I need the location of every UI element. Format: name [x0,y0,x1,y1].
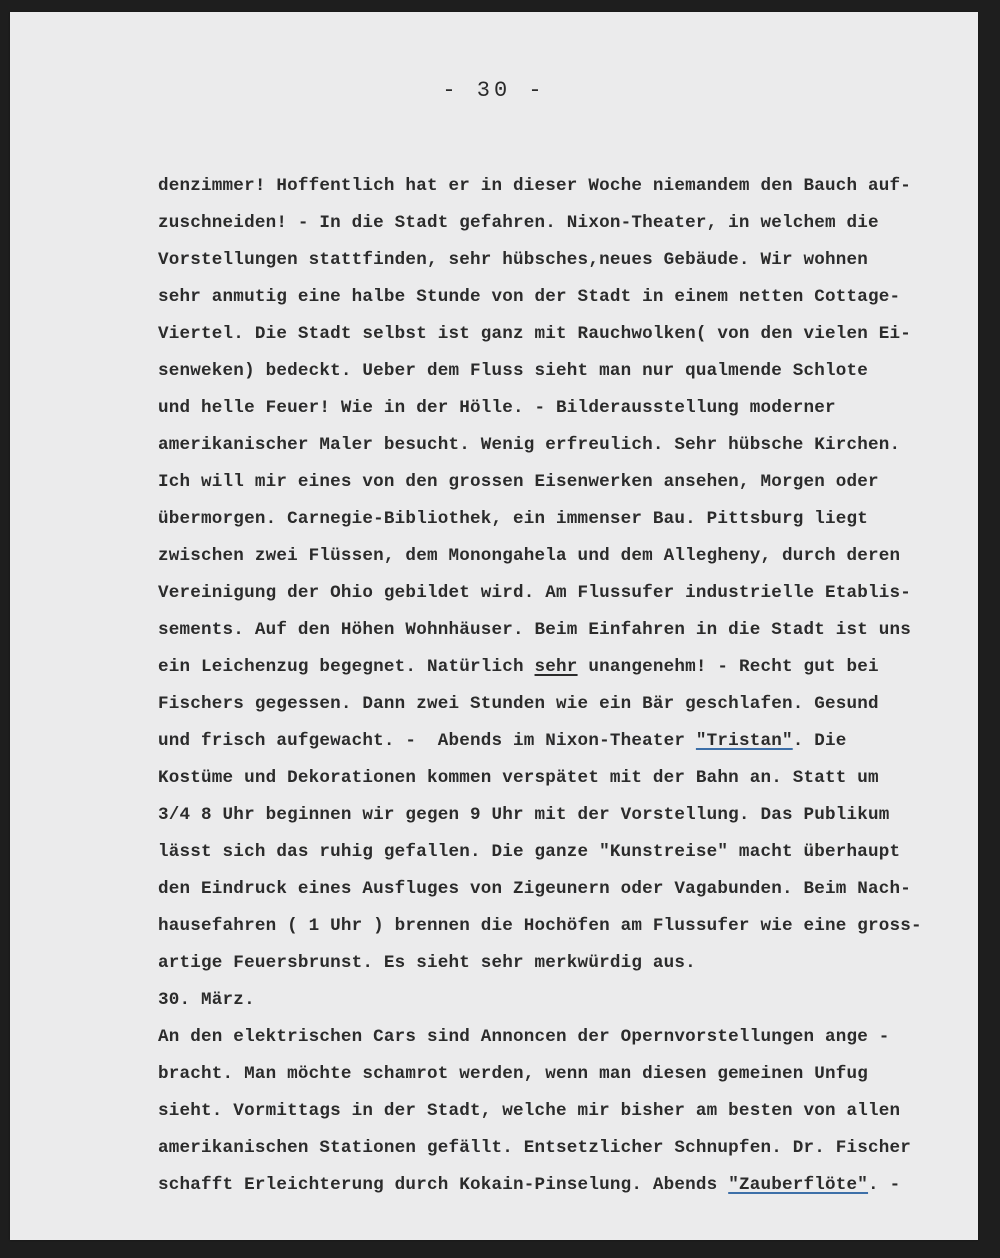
underlined-title: "Tristan" [695,731,793,751]
document-page [10,12,978,1240]
text-line [158,649,958,686]
text-line: übermorgen. Carnegie-Bibliothek, ein immenser Bau. Pittsburg liegt [158,509,869,529]
text-line: Viertel. Die Stadt selbst ist ganz mit Rauchwolken( von den vielen Ei- [158,324,912,344]
text-line: denzimmer! Hoffentlich hat er in dieser Woche niemandem den Bauch auf- [158,176,912,196]
text-line: sieht. Vormittags in der Stadt, welche mir bisher am besten von allen [158,1101,901,1121]
text-line: Fischers gegessen. Dann zwei Stunden wie ein Bär geschlafen. Gesund [158,694,879,714]
text-line: den Eindruck eines Ausfluges von Zigeunern oder Vagabunden. Beim Nach- [158,879,912,899]
text-segment: . - [868,1175,901,1195]
text-line: An den elektrischen Cars sind Annoncen der Opernvorstellungen ange - [158,1027,890,1047]
text-segment: schafft Erleichterung durch Kokain-Pinselung. Abends [158,1175,729,1195]
text-segment: ein Leichenzug begegnet. Natürlich [158,657,535,677]
text-line: Kostüme und Dekorationen kommen verspätet mit der Bahn an. Statt um [158,768,879,788]
text-line: lässt sich das ruhig gefallen. Die ganze "Kunstreise" macht überhaupt [158,842,901,862]
text-line: sehr anmutig eine halbe Stunde von der Stadt in einem netten Cottage- [158,287,901,307]
typewritten-body [158,168,958,1204]
text-segment: . Die [792,731,847,751]
text-line: amerikanischer Maler besucht. Wenig erfreulich. Sehr hübsche Kirchen. [158,435,901,455]
text-line: artige Feuersbrunst. Es sieht sehr merkwürdig aus. [158,953,696,973]
text-line: zwischen zwei Flüssen, dem Monongahela und dem Allegheny, durch deren [158,546,901,566]
text-line: bracht. Man möchte schamrot werden, wenn man diesen gemeinen Unfug [158,1064,869,1084]
underlined-title: "Zauberflöte" [728,1175,869,1195]
page-number: - 30 - [442,78,546,103]
text-line: 3/4 8 Uhr beginnen wir gegen 9 Uhr mit der Vorstellung. Das Publikum [158,805,890,825]
text-line: senweken) bedeckt. Ueber dem Fluss sieht man nur qualmende Schlote [158,361,869,381]
underlined-word: sehr [534,657,578,677]
text-line: Vereinigung der Ohio gebildet wird. Am Flussufer industrielle Etablis- [158,583,912,603]
text-line: sements. Auf den Höhen Wohnhäuser. Beim Einfahren in die Stadt ist uns [158,620,912,640]
date-heading: 30. März. [158,990,255,1010]
text-segment: und frisch aufgewacht. - Abends im Nixon-Theater [158,731,696,751]
text-line: hausefahren ( 1 Uhr ) brennen die Hochöfen am Flussufer wie eine gross- [158,916,922,936]
text-line: amerikanischen Stationen gefällt. Entsetzlicher Schnupfen. Dr. Fischer [158,1138,912,1158]
text-line [158,723,958,760]
text-line: zuschneiden! - In die Stadt gefahren. Nixon-Theater, in welchem die [158,213,879,233]
text-line: Ich will mir eines von den grossen Eisenwerken ansehen, Morgen oder [158,472,879,492]
text-line: Vorstellungen stattfinden, sehr hübsches,neues Gebäude. Wir wohnen [158,250,869,270]
text-line [158,1167,958,1204]
text-line: und helle Feuer! Wie in der Hölle. - Bilderausstellung moderner [158,398,836,418]
text-segment: unangenehm! - Recht gut bei [577,657,879,677]
